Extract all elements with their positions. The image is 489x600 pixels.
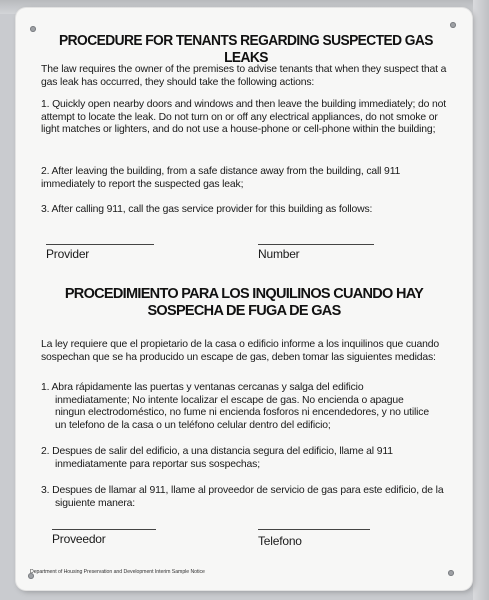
- spanish-title: PROCEDIMIENTO PARA LOS INQUILINOS CUANDO HAY SOSPECHA DE FUGA DE GAS: [64, 286, 424, 319]
- mounting-hole-bottom-right: [448, 570, 454, 576]
- english-step-1: 1. Quickly open nearby doors and windows and then leave the building immediately; do not attempt to locate the leak. Do not turn on or off any electrical appliances, do not smoke or light matches or lighters, and do not use a house-phone or cell-phone within the building;: [41, 99, 446, 136]
- mounting-hole-top-right: [450, 22, 456, 28]
- number-label: Number: [258, 247, 300, 261]
- spanish-intro: La ley requiere que el propietario de la casa o edificio informe a los inquilinos que cuando sospechan que se ha producido un escape de gas, deben tomar las siguientes medidas:: [41, 339, 440, 363]
- number-blank-line: [258, 244, 374, 245]
- mounting-hole-top-left: [30, 26, 36, 32]
- proveedor-label: Proveedor: [52, 532, 106, 546]
- provider-blank-line: [46, 244, 154, 245]
- proveedor-blank-line: [52, 529, 156, 530]
- english-intro: The law requires the owner of the premises to advise tenants that when they suspect that a gas leak has occurred, they should take the following actions:: [41, 64, 447, 88]
- spanish-step-2: 2. Despues de salir del edificio, a una distancia segura del edificio, llame al 911 inmediatamente para reportar sus sospechas;: [41, 446, 393, 470]
- provider-label: Provider: [46, 247, 90, 261]
- telefono-label: Telefono: [258, 534, 302, 548]
- footer-note: Department of Housing Preservation and Development Interim Sample Notice: [30, 569, 205, 575]
- english-step-3: 3. After calling 911, call the gas service provider for this building as follows:: [41, 204, 373, 215]
- gas-leak-notice-sign: [16, 8, 472, 590]
- spanish-step-1: 1. Abra rápidamente las puertas y ventanas cercanas y salga del edificio inmediatamente; No intente localizar el escape de gas. No encienda o apague ningun electrodoméstico, no fume ni encienda fosforos ni encendedores, y no utilice un telefono de la casa o un teléfono celular dentro del edificio;: [41, 382, 429, 431]
- english-title: PROCEDURE FOR TENANTS REGARDING SUSPECTED GAS LEAKS: [59, 33, 433, 66]
- telefono-blank-line: [258, 529, 370, 530]
- spanish-step-3: 3. Despues de llamar al 911, llame al proveedor de servicio de gas para este edificio, de la siguiente manera:: [41, 485, 444, 509]
- background-right: [473, 0, 489, 600]
- english-step-2: 2. After leaving the building, from a safe distance away from the building, call 911 immediately to report the suspected gas leak;: [41, 166, 401, 190]
